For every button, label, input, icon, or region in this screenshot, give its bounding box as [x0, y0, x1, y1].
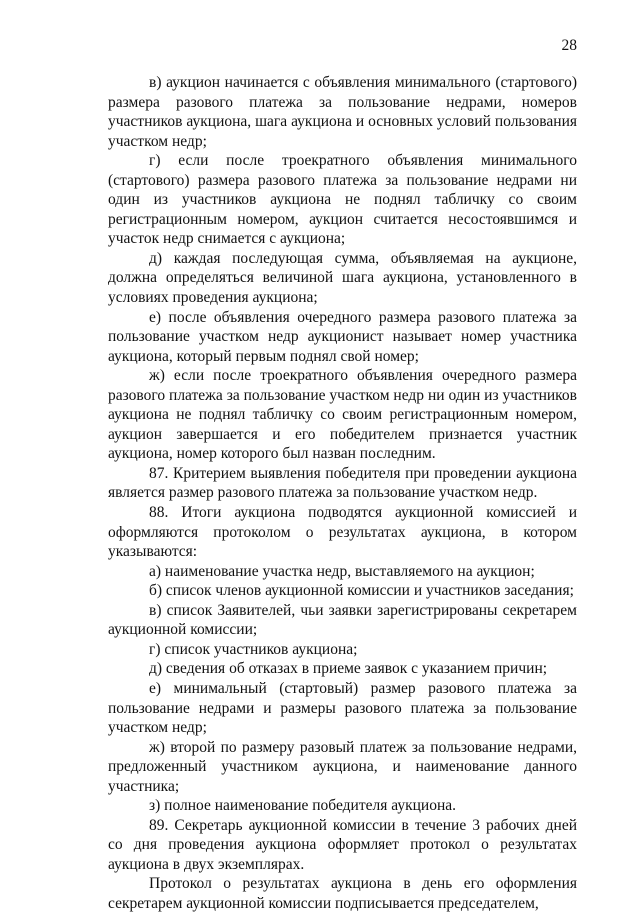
paragraph-v-auction-start: в) аукцион начинается с объявления минимального (стартового) размера разового платежа за пользование недрами, номеров участников аукциона, шага аукциона и основных условий пользования участком недр;: [108, 74, 577, 150]
paragraph-zh-auction-end: ж) если после троекратного объявления очередного размера разового платежа за пользование участком недр ни один из участников аукциона не поднял табличку со своим регистрационным номером, аукцион завершается и его победителем признается участник аукциона, номер которого был назван последним.: [108, 367, 577, 463]
list-item-a: а) наименование участка недр, выставляемого на аукцион;: [149, 562, 535, 580]
list-item-b: б) список членов аукционной комиссии и участников заседания;: [149, 582, 574, 600]
paragraph-protocol-signing: Протокол о результатах аукциона в день его оформления секретарем аукционной комиссии подписывается председателем,: [108, 875, 577, 912]
list-item-g: г) список участников аукциона;: [149, 640, 358, 658]
document-body: [108, 73, 577, 914]
list-item-zh: ж) второй по размеру разовый платеж за пользование недрами, предложенный участником аукциона, и наименование данного участника;: [108, 738, 577, 795]
paragraph-88-results-protocol: 88. Итоги аукциона подводятся аукционной комиссией и оформляются протоколом о результатах аукциона, в котором указываются:: [108, 504, 577, 561]
list-item-d: д) сведения об отказах в приеме заявок с указанием причин;: [149, 660, 548, 678]
paragraph-89-secretary: 89. Секретарь аукционной комиссии в течение 3 рабочих дней со дня проведения аукциона оформляет протокол о результатах аукциона в двух экземплярах.: [108, 816, 577, 873]
paragraph-87-winner-criterion: 87. Критерием выявления победителя при проведении аукциона является размер разового платежа за пользование участком недр.: [108, 464, 577, 502]
list-item-v: в) список Заявителей, чьи заявки зарегистрированы секретарем аукционной комиссии;: [108, 601, 577, 639]
list-item-e: е) минимальный (стартовый) размер разового платежа за пользование недрами и размеры разового платежа за пользование участком недр;: [108, 679, 577, 737]
paragraph-d-bid-step: д) каждая последующая сумма, объявляемая на аукционе, должна определяться величиной шага аукциона, установленного в условиях проведения аукциона;: [108, 249, 577, 307]
paragraph-g-auction-failed: г) если после троекратного объявления минимального (стартового) размера разового платежа за пользование недрами ни один из участников аукциона не поднял табличку со своим регистрационным номером, аукцион считается несостоявшимся и участок недр снимается с аукциона;: [108, 152, 577, 248]
page-number: 28: [561, 37, 577, 54]
list-item-z: з) полное наименование победителя аукциона.: [149, 797, 457, 815]
paragraph-e-auctioneer-call: е) после объявления очередного размера разового платежа за пользование участком недр аукционист называет номер участника аукциона, который первым поднял свой номер;: [108, 308, 577, 365]
